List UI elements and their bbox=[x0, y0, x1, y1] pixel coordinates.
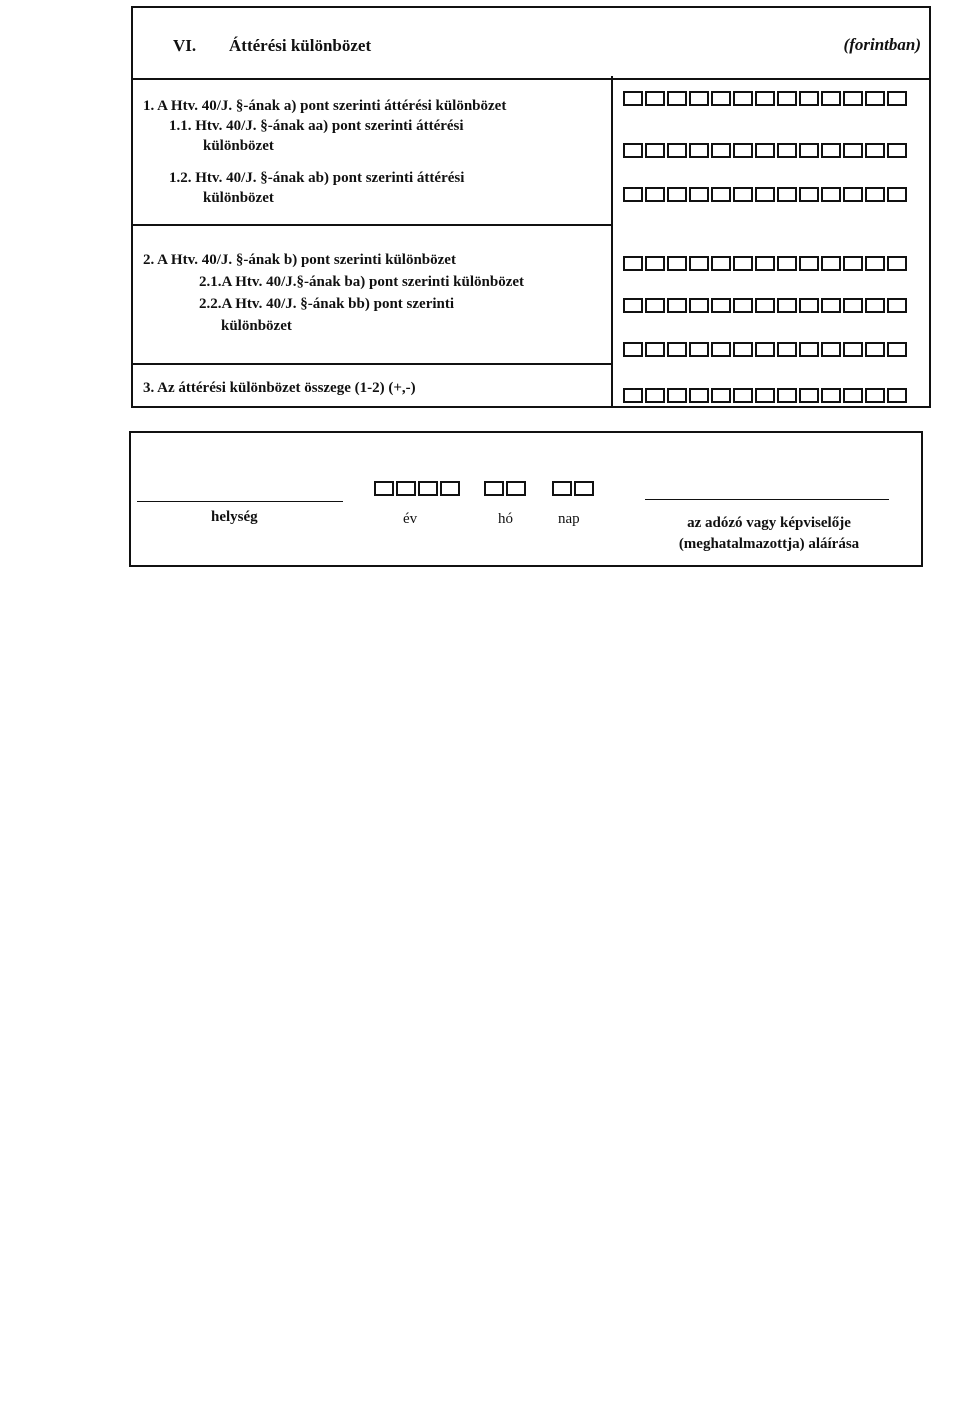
digit-box[interactable] bbox=[711, 187, 731, 202]
digit-box[interactable] bbox=[711, 91, 731, 106]
digit-box[interactable] bbox=[755, 91, 775, 106]
row-1-1-label-cont: különbözet bbox=[203, 138, 274, 154]
digit-box[interactable] bbox=[865, 342, 885, 357]
digit-box[interactable] bbox=[799, 91, 819, 106]
signer-label-line-1: az adózó vagy képviselője bbox=[687, 515, 851, 531]
digit-box[interactable] bbox=[755, 256, 775, 271]
digit-box[interactable] bbox=[865, 256, 885, 271]
month-label: hó bbox=[498, 511, 513, 527]
section-header bbox=[133, 8, 929, 80]
digit-box[interactable] bbox=[843, 187, 863, 202]
digit-box[interactable] bbox=[865, 187, 885, 202]
digit-box[interactable] bbox=[689, 256, 709, 271]
digit-box[interactable] bbox=[623, 298, 643, 313]
digit-box[interactable] bbox=[799, 298, 819, 313]
digit-box[interactable] bbox=[843, 388, 863, 403]
divider-2 bbox=[133, 363, 611, 365]
digit-box[interactable] bbox=[418, 481, 438, 496]
digit-box[interactable] bbox=[623, 342, 643, 357]
digit-box[interactable] bbox=[799, 187, 819, 202]
place-line bbox=[137, 501, 343, 502]
digit-box[interactable] bbox=[506, 481, 526, 496]
digit-box[interactable] bbox=[689, 388, 709, 403]
digit-box[interactable] bbox=[689, 91, 709, 106]
digit-box[interactable] bbox=[887, 342, 907, 357]
digit-box[interactable] bbox=[667, 187, 687, 202]
digit-box[interactable] bbox=[843, 298, 863, 313]
digit-box[interactable] bbox=[843, 256, 863, 271]
digit-box[interactable] bbox=[623, 143, 643, 158]
digit-box[interactable] bbox=[887, 91, 907, 106]
digit-box[interactable] bbox=[623, 256, 643, 271]
digit-box[interactable] bbox=[711, 388, 731, 403]
row-2-1-amount-field[interactable] bbox=[623, 298, 907, 313]
year-field[interactable] bbox=[374, 481, 460, 496]
digit-box[interactable] bbox=[645, 388, 665, 403]
digit-box[interactable] bbox=[777, 298, 797, 313]
digit-box[interactable] bbox=[799, 342, 819, 357]
digit-box[interactable] bbox=[667, 388, 687, 403]
row-1-2-amount-field[interactable] bbox=[623, 187, 907, 202]
signature-block bbox=[129, 431, 923, 567]
digit-box[interactable] bbox=[711, 143, 731, 158]
row-2-1-label: 2.1.A Htv. 40/J.§-ának ba) pont szerinti különbözet bbox=[199, 274, 525, 290]
digit-box[interactable] bbox=[667, 342, 687, 357]
digit-box[interactable] bbox=[843, 342, 863, 357]
digit-box[interactable] bbox=[755, 187, 775, 202]
digit-box[interactable] bbox=[711, 256, 731, 271]
digit-box[interactable] bbox=[733, 143, 753, 158]
digit-box[interactable] bbox=[374, 481, 394, 496]
digit-box[interactable] bbox=[843, 91, 863, 106]
digit-box[interactable] bbox=[733, 388, 753, 403]
digit-box[interactable] bbox=[799, 143, 819, 158]
signer-label-line-2: (meghatalmazottja) aláírása bbox=[678, 536, 860, 552]
section-title: Áttérési különbözet bbox=[229, 36, 372, 55]
digit-box[interactable] bbox=[623, 187, 643, 202]
row-1-2-label-cont: különbözet bbox=[203, 190, 274, 206]
year-label: év bbox=[403, 511, 418, 527]
row-2-amount-field[interactable] bbox=[623, 256, 907, 271]
digit-box[interactable] bbox=[865, 388, 885, 403]
digit-box[interactable] bbox=[733, 91, 753, 106]
divider-1 bbox=[133, 224, 611, 226]
digit-box[interactable] bbox=[865, 91, 885, 106]
digit-box[interactable] bbox=[755, 342, 775, 357]
row-2-2-amount-field[interactable] bbox=[623, 342, 907, 357]
row-2-2-label: 2.2.A Htv. 40/J. §-ának bb) pont szerinti bbox=[199, 296, 455, 312]
digit-box[interactable] bbox=[689, 298, 709, 313]
digit-box[interactable] bbox=[667, 298, 687, 313]
digit-box[interactable] bbox=[865, 298, 885, 313]
digit-box[interactable] bbox=[777, 342, 797, 357]
digit-box[interactable] bbox=[689, 342, 709, 357]
digit-box[interactable] bbox=[777, 256, 797, 271]
digit-box[interactable] bbox=[887, 256, 907, 271]
row-1-2-label: 1.2. Htv. 40/J. §-ának ab) pont szerinti áttérési bbox=[169, 170, 465, 186]
row-3-amount-field[interactable] bbox=[623, 388, 907, 403]
row-3-label: 3. Az áttérési különbözet összege (1-2) (+,-) bbox=[143, 380, 416, 396]
place-label: helység bbox=[211, 509, 258, 525]
digit-box[interactable] bbox=[623, 91, 643, 106]
digit-box[interactable] bbox=[777, 388, 797, 403]
row-1-label: 1. A Htv. 40/J. §-ának a) pont szerinti áttérési különbözet bbox=[143, 98, 507, 114]
digit-box[interactable] bbox=[755, 388, 775, 403]
digit-box[interactable] bbox=[552, 481, 572, 496]
digit-box[interactable] bbox=[645, 342, 665, 357]
digit-box[interactable] bbox=[733, 298, 753, 313]
digit-box[interactable] bbox=[396, 481, 416, 496]
digit-box[interactable] bbox=[667, 143, 687, 158]
row-1-amount-field[interactable] bbox=[623, 91, 907, 106]
digit-box[interactable] bbox=[574, 481, 594, 496]
digit-box[interactable] bbox=[843, 143, 863, 158]
digit-box[interactable] bbox=[711, 298, 731, 313]
day-label: nap bbox=[558, 511, 580, 527]
row-2-2-label-cont: különbözet bbox=[221, 318, 292, 334]
digit-box[interactable] bbox=[440, 481, 460, 496]
digit-box[interactable] bbox=[821, 143, 841, 158]
digit-box[interactable] bbox=[733, 256, 753, 271]
row-2-label: 2. A Htv. 40/J. §-ának b) pont szerinti különbözet bbox=[143, 252, 456, 268]
section-unit: (forintban) bbox=[843, 35, 921, 54]
digit-box[interactable] bbox=[821, 342, 841, 357]
digit-box[interactable] bbox=[887, 143, 907, 158]
digit-box[interactable] bbox=[645, 187, 665, 202]
day-field[interactable] bbox=[552, 481, 594, 496]
digit-box[interactable] bbox=[821, 256, 841, 271]
digit-box[interactable] bbox=[645, 298, 665, 313]
row-1-1-amount-field[interactable] bbox=[623, 143, 907, 158]
digit-box[interactable] bbox=[821, 298, 841, 313]
digit-box[interactable] bbox=[733, 187, 753, 202]
digit-box[interactable] bbox=[645, 256, 665, 271]
signature-line bbox=[645, 499, 889, 500]
digit-box[interactable] bbox=[733, 342, 753, 357]
digit-box[interactable] bbox=[865, 143, 885, 158]
digit-box[interactable] bbox=[689, 187, 709, 202]
digit-box[interactable] bbox=[777, 187, 797, 202]
section-vi-form bbox=[131, 6, 931, 408]
digit-box[interactable] bbox=[887, 187, 907, 202]
digit-box[interactable] bbox=[755, 143, 775, 158]
digit-box[interactable] bbox=[689, 143, 709, 158]
digit-box[interactable] bbox=[799, 256, 819, 271]
signer-label bbox=[631, 513, 907, 555]
digit-box[interactable] bbox=[667, 91, 687, 106]
row-1-1-label: 1.1. Htv. 40/J. §-ának aa) pont szerinti áttérési bbox=[169, 118, 464, 134]
digit-box[interactable] bbox=[623, 388, 643, 403]
digit-box[interactable] bbox=[755, 298, 775, 313]
digit-box[interactable] bbox=[645, 91, 665, 106]
digit-box[interactable] bbox=[645, 143, 665, 158]
month-field[interactable] bbox=[484, 481, 526, 496]
digit-box[interactable] bbox=[777, 143, 797, 158]
digit-box[interactable] bbox=[821, 187, 841, 202]
column-divider bbox=[611, 76, 613, 408]
section-number: VI. bbox=[173, 36, 197, 55]
digit-box[interactable] bbox=[821, 91, 841, 106]
digit-box[interactable] bbox=[821, 388, 841, 403]
digit-box[interactable] bbox=[711, 342, 731, 357]
digit-box[interactable] bbox=[667, 256, 687, 271]
digit-box[interactable] bbox=[887, 298, 907, 313]
digit-box[interactable] bbox=[799, 388, 819, 403]
digit-box[interactable] bbox=[484, 481, 504, 496]
digit-box[interactable] bbox=[887, 388, 907, 403]
digit-box[interactable] bbox=[777, 91, 797, 106]
